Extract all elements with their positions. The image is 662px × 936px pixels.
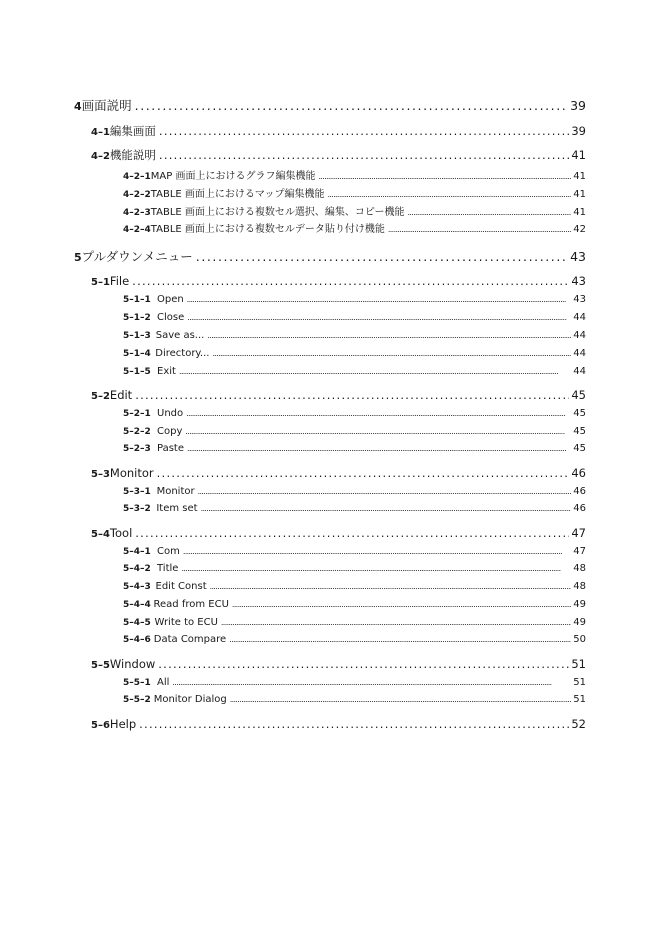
page-number: 44	[573, 366, 586, 377]
toc-entry-5-5[interactable]	[91, 657, 586, 671]
section-number: 5–5	[91, 660, 110, 671]
section-title: Undo	[157, 408, 184, 419]
section-title: Tool	[109, 526, 133, 540]
page-number: 45	[571, 388, 586, 402]
dot-leader	[328, 189, 572, 200]
dot-leader	[221, 617, 571, 628]
toc-entry-5-5-1[interactable]	[123, 677, 586, 688]
page-number: 51	[571, 657, 586, 671]
dot-leader	[187, 312, 571, 323]
dot-leader	[318, 171, 571, 182]
page-number: 45	[573, 408, 586, 419]
toc-entry-5-4[interactable]	[91, 526, 586, 540]
section-number: 5–4–2	[123, 564, 151, 574]
toc-entry-5-4-4[interactable]	[123, 599, 586, 610]
toc-entry-5-1-5[interactable]	[123, 366, 586, 377]
section-title: Exit	[157, 366, 176, 377]
dot-leader	[210, 581, 572, 592]
toc-entry-5-4-5[interactable]	[123, 617, 586, 628]
page-number: 39	[571, 124, 586, 138]
toc-entry-5-1-4[interactable]	[123, 348, 586, 359]
dot-leader	[207, 330, 571, 341]
section-title: Read from ECU	[153, 599, 229, 610]
dot-leader	[230, 694, 572, 705]
dot-leader	[196, 249, 568, 264]
section-number: 5–4–4	[123, 600, 151, 610]
dot-leader	[198, 486, 572, 497]
toc-entry-4-2-4[interactable]	[123, 220, 586, 235]
section-title: MAP 画面上におけるグラフ編集機能	[150, 171, 316, 182]
toc-entry-4-2-2[interactable]	[123, 185, 586, 200]
section-number: 5–4–6	[123, 635, 151, 645]
page-number: 44	[573, 348, 586, 359]
section-number: 5–6	[91, 720, 110, 731]
section-number: 5–1–4	[123, 349, 151, 359]
page-number: 49	[573, 599, 586, 610]
dot-leader	[232, 599, 571, 610]
section-number: 5–2–3	[123, 444, 151, 454]
toc-entry-5-4-3[interactable]	[123, 581, 586, 592]
dot-leader	[185, 426, 571, 437]
section-number: 5–2–1	[123, 409, 151, 419]
section-title: Title	[157, 563, 179, 574]
section-number: 5–3–2	[123, 504, 151, 514]
toc-entry-5-4-6[interactable]	[123, 634, 586, 645]
page-number: 41	[573, 171, 586, 182]
section-number: 4–2	[91, 151, 110, 162]
section-number: 5–3	[91, 469, 110, 480]
page-number: 43	[573, 294, 586, 305]
section-number: 5–4–1	[123, 547, 151, 557]
dot-leader	[132, 274, 569, 288]
dot-leader	[159, 124, 569, 138]
dot-leader	[135, 98, 568, 113]
section-number: 4–2–3	[123, 208, 151, 218]
dot-leader	[135, 526, 569, 540]
section-title: Item set	[156, 503, 198, 514]
page-number: 39	[570, 98, 586, 113]
section-title: Monitor	[109, 466, 154, 480]
page-number: 47	[571, 526, 586, 540]
section-title: Monitor Dialog	[153, 694, 227, 705]
section-number: 5–4	[91, 529, 110, 540]
toc-entry-4-2-3[interactable]	[123, 203, 586, 218]
section-title: Close	[157, 312, 185, 323]
section-title: Edit Const	[155, 581, 207, 592]
dot-leader	[187, 294, 572, 305]
section-number: 4	[74, 100, 82, 113]
section-title: Help	[109, 717, 137, 731]
section-title: 画面説明	[81, 98, 132, 113]
section-title: Open	[157, 294, 184, 305]
page-number: 41	[573, 207, 586, 218]
toc-entry-5[interactable]	[74, 247, 586, 265]
page-number: 45	[573, 443, 586, 454]
page-number: 52	[571, 717, 586, 731]
section-title: Edit	[109, 388, 133, 402]
dot-leader	[186, 408, 571, 419]
dot-leader	[172, 677, 571, 688]
dot-leader	[187, 443, 571, 454]
section-number: 5–4–3	[123, 582, 151, 592]
page-number: 41	[573, 189, 586, 200]
toc-entry-4-2-1[interactable]	[123, 167, 586, 182]
section-title: Paste	[157, 443, 184, 454]
page-number: 41	[571, 148, 586, 162]
toc-entry-5-1-1[interactable]	[123, 294, 586, 305]
dot-leader	[157, 466, 570, 480]
page-number: 45	[573, 426, 586, 437]
page-number: 42	[573, 224, 586, 235]
toc-entry-4[interactable]	[74, 96, 586, 114]
section-number: 5–2–2	[123, 427, 151, 437]
dot-leader	[159, 148, 569, 162]
toc-entry-5-4-2[interactable]	[123, 563, 586, 574]
page-number: 43	[571, 274, 586, 288]
section-title: TABLE 画面上における複数セルデータ貼り付け機能	[150, 224, 385, 235]
dot-leader	[388, 224, 571, 235]
toc-entry-5-2-2[interactable]	[123, 426, 586, 437]
section-title: Com	[157, 546, 180, 557]
toc-entry-5-4-1[interactable]	[123, 546, 586, 557]
toc-entry-5-3-2[interactable]	[123, 503, 586, 514]
page-number: 46	[573, 503, 586, 514]
section-title: Monitor	[156, 486, 195, 497]
page-number: 51	[573, 694, 586, 705]
toc-entry-5-2[interactable]	[91, 388, 586, 402]
toc-entry-5-2-3[interactable]	[123, 443, 586, 454]
section-number: 4–2–1	[123, 172, 151, 182]
section-number: 4–2–4	[123, 225, 151, 235]
section-number: 5–1–3	[123, 331, 151, 341]
page-number: 44	[573, 330, 586, 341]
toc-entry-5-1-2[interactable]	[123, 312, 586, 323]
section-number: 5–1	[91, 277, 110, 288]
toc-entry-5-1-3[interactable]	[123, 330, 586, 341]
dot-leader	[212, 348, 571, 359]
section-number: 5–1–5	[123, 367, 151, 377]
section-title: All	[157, 677, 170, 688]
section-title: Window	[109, 657, 156, 671]
toc-entry-5-2-1[interactable]	[123, 408, 586, 419]
dot-leader	[139, 717, 569, 731]
dot-leader	[229, 634, 571, 645]
page-number: 50	[573, 634, 586, 645]
toc-entry-5-5-2[interactable]	[123, 694, 586, 705]
dot-leader	[181, 563, 571, 574]
section-title: TABLE 画面上におけるマップ編集機能	[150, 189, 325, 200]
page-number: 43	[570, 249, 586, 264]
section-number: 5–5–2	[123, 695, 151, 705]
page-number: 44	[573, 312, 586, 323]
page-number: 46	[571, 466, 586, 480]
toc-entry-4-2[interactable]	[91, 147, 586, 163]
toc-entry-5-3-1[interactable]	[123, 486, 586, 497]
section-number: 4–1	[91, 127, 110, 138]
section-number: 5–5–1	[123, 678, 151, 688]
section-number: 5–1–2	[123, 313, 151, 323]
section-title: Save as...	[155, 330, 205, 341]
section-number: 5–4–5	[123, 618, 151, 628]
section-title: プルダウンメニュー	[81, 249, 193, 264]
dot-leader	[183, 546, 571, 557]
dot-leader	[179, 366, 571, 377]
section-title: File	[109, 274, 130, 288]
toc-entry-5-6[interactable]	[91, 717, 586, 731]
dot-leader	[135, 388, 569, 402]
section-title: 機能説明	[109, 148, 156, 162]
section-title: Data Compare	[153, 634, 227, 645]
section-number: 5–2	[91, 391, 110, 402]
toc-entry-4-1[interactable]	[91, 123, 586, 139]
page-number: 49	[573, 617, 586, 628]
page-number: 46	[573, 486, 586, 497]
section-title: Write to ECU	[154, 617, 218, 628]
section-number: 5	[74, 251, 82, 264]
section-title: TABLE 画面上における複数セル選択、編集、コピー機能	[150, 207, 405, 218]
section-title: Directory...	[155, 348, 210, 359]
dot-leader	[158, 657, 569, 671]
toc-entry-5-3[interactable]	[91, 466, 586, 480]
page-number: 51	[573, 677, 586, 688]
dot-leader	[201, 503, 572, 514]
section-number: 4–2–2	[123, 190, 151, 200]
section-number: 5–3–1	[123, 487, 151, 497]
page-number: 47	[573, 546, 586, 557]
dot-leader	[408, 207, 572, 218]
page-number: 48	[573, 581, 586, 592]
section-number: 5–1–1	[123, 295, 151, 305]
toc-entry-5-1[interactable]	[91, 274, 586, 288]
section-title: Copy	[157, 426, 183, 437]
page-number: 48	[573, 563, 586, 574]
section-title: 編集画面	[109, 124, 156, 138]
